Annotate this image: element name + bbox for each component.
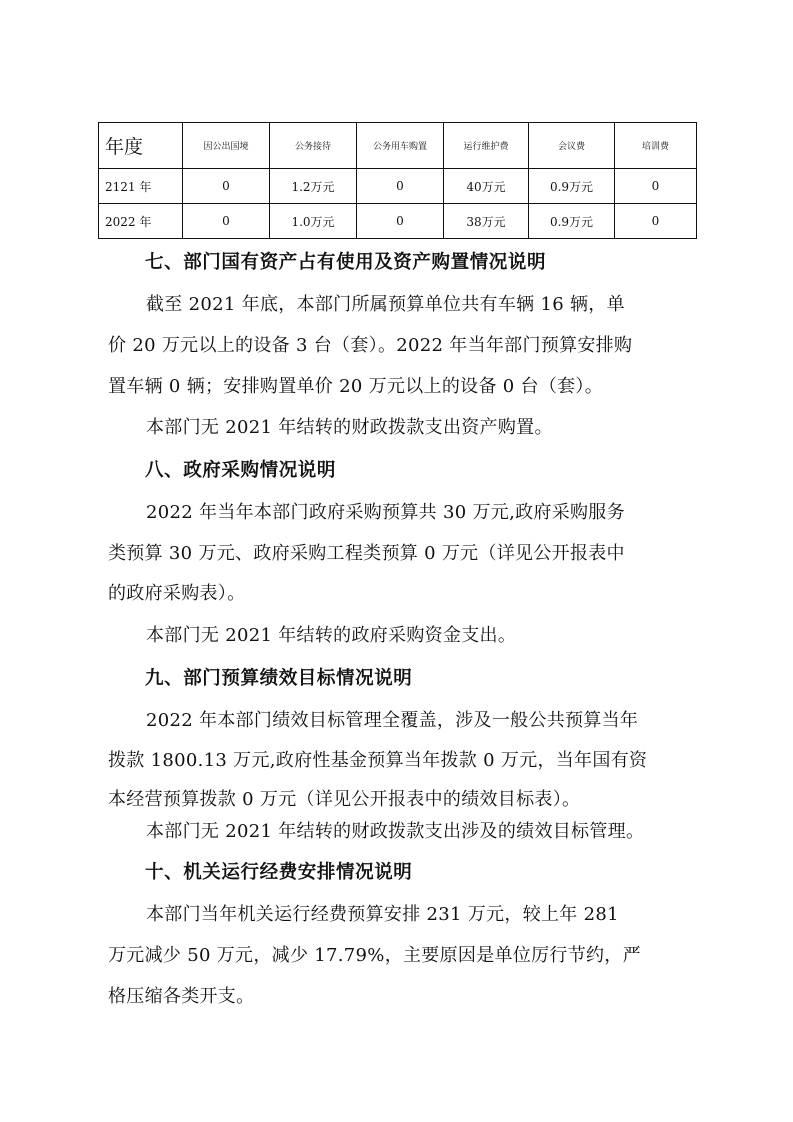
table-header-row xyxy=(99,123,697,169)
header-reception: 公务接待 xyxy=(270,123,357,169)
table-cell: 0 xyxy=(183,169,270,204)
paragraph-line: 2022 年本部门绩效目标管理全覆盖，涉及一般公共预算当年 xyxy=(146,710,639,731)
paragraph-line: 2022 年当年本部门政府采购预算共 30 万元,政府采购服务 xyxy=(146,502,625,523)
header-training: 培训费 xyxy=(615,123,697,169)
paragraph-line: 本经营预算拨款 0 万元（详见公开报表中的绩效目标表）。 xyxy=(108,789,581,810)
paragraph-line: 价 20 万元以上的设备 3 台（套）。2022 年当年部门预算安排购 xyxy=(108,335,633,356)
table-cell: 1.2万元 xyxy=(270,169,357,204)
paragraph-line: 万元减少 50 万元，减少 17.79%，主要原因是单位厉行节约，严 xyxy=(108,945,641,966)
paragraph-line: 本部门无 2021 年结转的财政拨款支出资产购置。 xyxy=(146,417,553,438)
section-heading-procurement: 八、政府采购情况说明 xyxy=(145,460,337,481)
table-cell: 0.9万元 xyxy=(529,204,615,239)
table-cell: 0.9万元 xyxy=(529,169,615,204)
expense-table xyxy=(98,122,697,239)
section-heading-assets: 七、部门国有资产占有使用及资产购置情况说明 xyxy=(145,252,547,273)
table-cell: 0 xyxy=(183,204,270,239)
table-cell: 2022 年 xyxy=(99,204,183,239)
table-cell: 38万元 xyxy=(444,204,529,239)
header-overseas: 因公出国境 xyxy=(183,123,270,169)
paragraph-line: 本部门无 2021 年结转的财政拨款支出涉及的绩效目标管理。 xyxy=(146,821,645,842)
table-row xyxy=(99,204,697,239)
paragraph-line: 格压缩各类开支。 xyxy=(108,986,255,1007)
table-cell: 1.0万元 xyxy=(270,204,357,239)
header-maintenance: 运行维护费 xyxy=(444,123,529,169)
paragraph-line: 本部门当年机关运行经费预算安排 231 万元，较上年 281 xyxy=(146,904,619,925)
section-heading-operating-costs: 十、机关运行经费安排情况说明 xyxy=(145,862,413,883)
header-meeting: 会议费 xyxy=(529,123,615,169)
paragraph-line: 拨款 1800.13 万元,政府性基金预算当年拨款 0 万元，当年国有资 xyxy=(108,750,648,771)
table-cell: 40万元 xyxy=(444,169,529,204)
table-cell: 0 xyxy=(357,169,444,204)
paragraph-line: 本部门无 2021 年结转的政府采购资金支出。 xyxy=(146,625,517,646)
header-year: 年度 xyxy=(99,123,183,169)
table-row xyxy=(99,169,697,204)
paragraph-line: 的政府采购表）。 xyxy=(108,583,246,604)
table-cell: 0 xyxy=(357,204,444,239)
paragraph-line: 置车辆 0 辆；安排购置单价 20 万元以上的设备 0 台（套）。 xyxy=(108,376,604,397)
section-heading-performance: 九、部门预算绩效目标情况说明 xyxy=(145,668,413,689)
table-cell: 0 xyxy=(615,169,697,204)
paragraph-line: 类预算 30 万元、政府采购工程类预算 0 万元（详见公开报表中 xyxy=(108,543,625,564)
table-cell: 2121 年 xyxy=(99,169,183,204)
table-cell: 0 xyxy=(615,204,697,239)
paragraph-line: 截至 2021 年底，本部门所属预算单位共有车辆 16 辆，单 xyxy=(146,294,625,315)
header-vehicle-purchase: 公务用车购置 xyxy=(357,123,444,169)
